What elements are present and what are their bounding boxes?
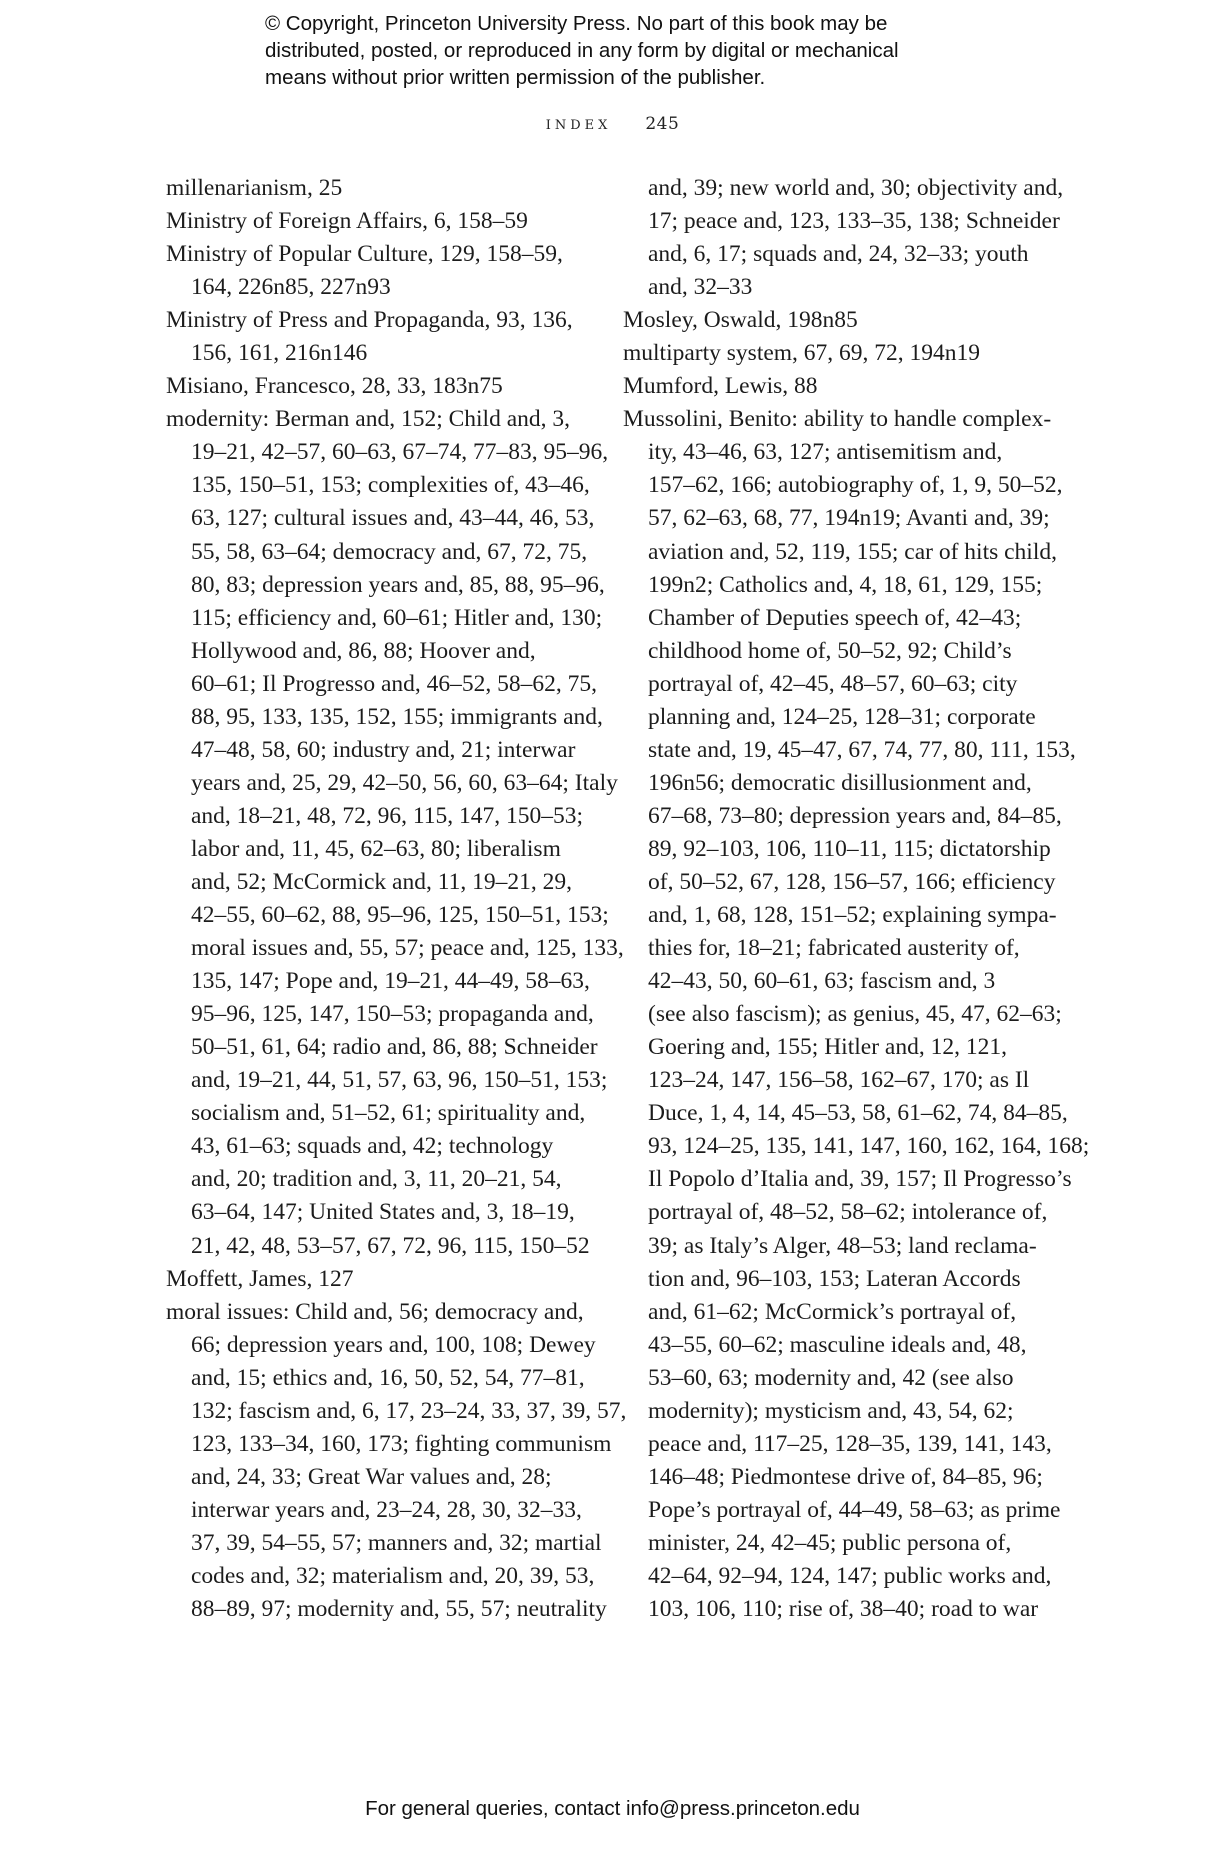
index-subentry-line: labor and, 11, 45, 62–63, 80; liberalism xyxy=(191,835,561,862)
index-subentry-line: and, 39; new world and, 30; objectivity and, xyxy=(648,175,1064,201)
index-subentry-line: 57, 62–63, 68, 77, 194n19; Avanti and, 39; xyxy=(648,505,1050,532)
index-subentry-line: years and, 25, 29, 42–50, 56, 60, 63–64; Italy xyxy=(191,769,618,796)
index-subentry-line: 21, 42, 48, 53–57, 67, 72, 96, 115, 150–52 xyxy=(191,1232,590,1259)
index-entry-line: millenarianism, 25 xyxy=(166,175,343,201)
index-subentry-line: and, 61–62; McCormick’s portrayal of, xyxy=(648,1298,1017,1325)
index-subentry-line: 43–55, 60–62; masculine ideals and, 48, xyxy=(648,1331,1027,1358)
index-subentry-line: 66; depression years and, 100, 108; Dewey xyxy=(191,1331,596,1358)
index-entry-line: modernity: Berman and, 152; Child and, 3, xyxy=(166,406,571,433)
index-subentry-line: 93, 124–25, 135, 141, 147, 160, 162, 164, 168; xyxy=(648,1133,1090,1160)
index-subentry-line: 123–24, 147, 156–58, 162–67, 170; as Il xyxy=(648,1067,1030,1094)
index-subentry-line: thies for, 18–21; fabricated austerity of, xyxy=(648,935,1020,962)
index-subentry-line: modernity); mysticism and, 43, 54, 62; xyxy=(648,1397,1014,1424)
index-subentry-line: Goering and, 155; Hitler and, 12, 121, xyxy=(648,1034,1007,1061)
index-entry-line: Ministry of Foreign Affairs, 6, 158–59 xyxy=(166,208,528,235)
running-head-title: index xyxy=(545,112,612,134)
index-subentry-line: portrayal of, 48–52, 58–62; intolerance of, xyxy=(648,1199,1048,1226)
index-subentry-line: portrayal of, 42–45, 48–57, 60–63; city xyxy=(648,670,1018,697)
index-subentry-line: moral issues and, 55, 57; peace and, 125, 133, xyxy=(191,935,624,962)
index-subentry-line: 123, 133–34, 160, 173; fighting communism xyxy=(191,1430,612,1457)
index-subentry-line: 196n56; democratic disillusionment and, xyxy=(648,769,1032,796)
index-subentry-line: 55, 58, 63–64; democracy and, 67, 72, 75, xyxy=(191,538,588,565)
index-subentry-line: and, 19–21, 44, 51, 57, 63, 96, 150–51, 153; xyxy=(191,1067,608,1094)
index-subentry-line: peace and, 117–25, 128–35, 139, 141, 143, xyxy=(648,1430,1052,1457)
index-entry-line: moral issues: Child and, 56; democracy and, xyxy=(166,1298,584,1325)
index-subentry-line: interwar years and, 23–24, 28, 30, 32–33, xyxy=(191,1496,582,1523)
index-subentry-line: 115; efficiency and, 60–61; Hitler and, 130; xyxy=(191,604,603,631)
index-subentry-line: 80, 83; depression years and, 85, 88, 95–96, xyxy=(191,571,605,598)
index-subentry-line: 50–51, 61, 64; radio and, 86, 88; Schneider xyxy=(191,1034,598,1061)
index-subentry-line: and, 15; ethics and, 16, 50, 52, 54, 77–81, xyxy=(191,1364,585,1391)
index-subentry-line: 156, 161, 216n146 xyxy=(191,340,368,367)
index-subentry-line: and, 1, 68, 128, 151–52; explaining sympa- xyxy=(648,902,1057,929)
index-subentry-line: 47–48, 58, 60; industry and, 21; interwar xyxy=(191,736,576,763)
index-subentry-line: Hollywood and, 86, 88; Hoover and, xyxy=(191,637,536,664)
index-subentry-line: 135, 147; Pope and, 19–21, 44–49, 58–63, xyxy=(191,968,590,995)
index-subentry-line: and, 52; McCormick and, 11, 19–21, 29, xyxy=(191,868,572,895)
index-subentry-line: of, 50–52, 67, 128, 156–57, 166; efficiency xyxy=(648,868,1056,895)
running-head xyxy=(0,112,1225,134)
index-subentry-line: 53–60, 63; modernity and, 42 (see also xyxy=(648,1364,1014,1391)
index-subentry-line: and, 18–21, 48, 72, 96, 115, 147, 150–53; xyxy=(191,802,584,829)
page-number: 245 xyxy=(645,114,680,134)
index-subentry-line: ity, 43–46, 63, 127; antisemitism and, xyxy=(648,439,1003,466)
index-subentry-line: 103, 106, 110; rise of, 38–40; road to war xyxy=(648,1596,1039,1623)
copyright-line: means without prior written permission of the publisher. xyxy=(265,66,766,89)
index-subentry-line: aviation and, 52, 119, 155; car of hits child, xyxy=(648,538,1057,565)
index-entry-line: Misiano, Francesco, 28, 33, 183n75 xyxy=(166,373,503,400)
index-subentry-line: (see also fascism); as genius, 45, 47, 62–63; xyxy=(648,1001,1062,1028)
index-subentry-line: 164, 226n85, 227n93 xyxy=(191,274,391,301)
copyright-line: © Copyright, Princeton University Press. No part of this book may be xyxy=(265,12,888,35)
index-subentry-line: 88–89, 97; modernity and, 55, 57; neutrality xyxy=(191,1596,607,1623)
index-entry-line: Ministry of Popular Culture, 129, 158–59, xyxy=(166,241,563,268)
index-subentry-line: planning and, 124–25, 128–31; corporate xyxy=(648,703,1036,730)
index-subentry-line: childhood home of, 50–52, 92; Child’s xyxy=(648,637,1012,664)
index-subentry-line: and, 24, 33; Great War values and, 28; xyxy=(191,1463,552,1490)
index-subentry-line: 89, 92–103, 106, 110–11, 115; dictatorship xyxy=(648,835,1051,862)
index-subentry-line: 157–62, 166; autobiography of, 1, 9, 50–52, xyxy=(648,472,1063,499)
index-column-left xyxy=(166,172,627,1626)
index-column-right xyxy=(623,172,1090,1626)
index-subentry-line: 42–55, 60–62, 88, 95–96, 125, 150–51, 153; xyxy=(191,902,609,929)
index-subentry-line: 199n2; Catholics and, 4, 18, 61, 129, 155; xyxy=(648,571,1043,598)
index-subentry-line: 135, 150–51, 153; complexities of, 43–46, xyxy=(191,472,590,499)
index-subentry-line: 88, 95, 133, 135, 152, 155; immigrants and, xyxy=(191,703,603,730)
index-entry-line: Mosley, Oswald, 198n85 xyxy=(623,307,858,334)
index-subentry-line: codes and, 32; materialism and, 20, 39, 53, xyxy=(191,1562,595,1589)
index-subentry-line: 19–21, 42–57, 60–63, 67–74, 77–83, 95–96, xyxy=(191,439,609,466)
index-subentry-line: 146–48; Piedmontese drive of, 84–85, 96; xyxy=(648,1463,1043,1490)
index-subentry-line: Duce, 1, 4, 14, 45–53, 58, 61–62, 74, 84–85, xyxy=(648,1100,1068,1127)
index-entry-line: multiparty system, 67, 69, 72, 194n19 xyxy=(623,340,981,367)
index-entry-line: Ministry of Press and Propaganda, 93, 136, xyxy=(166,307,573,334)
footer-contact: For general queries, contact info@press.princeton.edu xyxy=(365,1797,860,1820)
index-subentry-line: 60–61; Il Progresso and, 46–52, 58–62, 75, xyxy=(191,670,598,697)
index-subentry-line: Il Popolo d’Italia and, 39, 157; Il Progresso’s xyxy=(648,1166,1072,1193)
index-subentry-line: Pope’s portrayal of, 44–49, 58–63; as prime xyxy=(648,1496,1061,1523)
index-subentry-line: Chamber of Deputies speech of, 42–43; xyxy=(648,604,1022,631)
index-subentry-line: 67–68, 73–80; depression years and, 84–85, xyxy=(648,802,1062,829)
index-subentry-line: 42–43, 50, 60–61, 63; fascism and, 3 xyxy=(648,968,996,995)
index-subentry-line: minister, 24, 42–45; public persona of, xyxy=(648,1529,1012,1556)
index-subentry-line: 63, 127; cultural issues and, 43–44, 46, 53, xyxy=(191,505,595,532)
index-subentry-line: and, 6, 17; squads and, 24, 32–33; youth xyxy=(648,241,1029,268)
index-subentry-line: and, 20; tradition and, 3, 11, 20–21, 54, xyxy=(191,1166,562,1193)
index-subentry-line: 37, 39, 54–55, 57; manners and, 32; martial xyxy=(191,1529,602,1556)
index-subentry-line: tion and, 96–103, 153; Lateran Accords xyxy=(648,1265,1021,1292)
index-entry-line: Mussolini, Benito: ability to handle complex- xyxy=(623,406,1052,433)
index-subentry-line: socialism and, 51–52, 61; spirituality and, xyxy=(191,1100,586,1127)
index-subentry-line: 63–64, 147; United States and, 3, 18–19, xyxy=(191,1199,575,1226)
copyright-line: distributed, posted, or reproduced in any form by digital or mechanical xyxy=(265,39,899,62)
index-subentry-line: 17; peace and, 123, 133–35, 138; Schneider xyxy=(648,208,1060,235)
index-entry-line: Mumford, Lewis, 88 xyxy=(623,373,818,400)
index-subentry-line: 132; fascism and, 6, 17, 23–24, 33, 37, 39, 57, xyxy=(191,1397,627,1424)
index-subentry-line: 39; as Italy’s Alger, 48–53; land reclama- xyxy=(648,1232,1037,1259)
index-subentry-line: and, 32–33 xyxy=(648,274,753,301)
index-subentry-line: 43, 61–63; squads and, 42; technology xyxy=(191,1133,554,1160)
index-subentry-line: state and, 19, 45–47, 67, 74, 77, 80, 111, 153, xyxy=(648,736,1076,763)
copyright-notice xyxy=(265,10,985,91)
index-entry-line: Moffett, James, 127 xyxy=(166,1265,354,1292)
index-subentry-line: 95–96, 125, 147, 150–53; propaganda and, xyxy=(191,1001,594,1028)
index-subentry-line: 42–64, 92–94, 124, 147; public works and, xyxy=(648,1562,1052,1589)
